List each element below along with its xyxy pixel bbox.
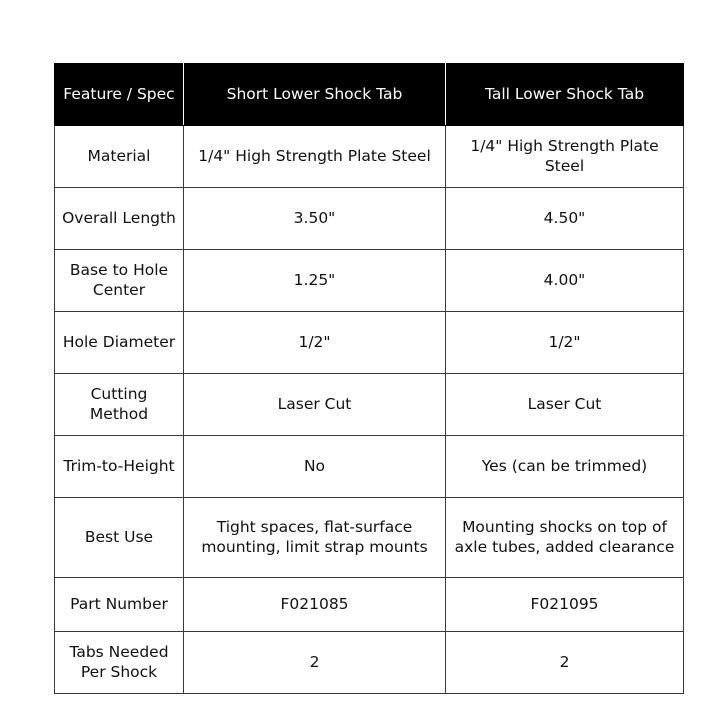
table-row [55, 312, 684, 374]
spec-comparison-table [54, 63, 684, 694]
row-feature-cell: Tabs Needed Per Shock [55, 632, 184, 694]
short-tab-cell: F021085 [184, 578, 446, 632]
short-tab-cell: 1/2" [184, 312, 446, 374]
table-row [55, 498, 684, 578]
table-row [55, 126, 684, 188]
row-feature-cell: Material [55, 126, 184, 188]
spec-comparison-table-wrapper [54, 63, 683, 694]
tall-tab-cell: 4.00" [446, 250, 684, 312]
short-tab-cell: 1.25" [184, 250, 446, 312]
table-row [55, 250, 684, 312]
row-feature-cell: Base to Hole Center [55, 250, 184, 312]
tall-tab-cell: Yes (can be trimmed) [446, 436, 684, 498]
table-body [55, 126, 684, 694]
row-feature-cell: Trim-to-Height [55, 436, 184, 498]
tall-tab-cell: 2 [446, 632, 684, 694]
tall-tab-cell: Mounting shocks on top of axle tubes, added clearance [446, 498, 684, 578]
short-tab-cell: 2 [184, 632, 446, 694]
table-row [55, 436, 684, 498]
row-feature-cell: Overall Length [55, 188, 184, 250]
short-tab-cell: Tight spaces, flat-surface mounting, limit strap mounts [184, 498, 446, 578]
table-row [55, 188, 684, 250]
row-feature-cell: Hole Diameter [55, 312, 184, 374]
header-tall-tab: Tall Lower Shock Tab [446, 64, 684, 126]
row-feature-cell: Part Number [55, 578, 184, 632]
tall-tab-cell: 1/4" High Strength Plate Steel [446, 126, 684, 188]
row-feature-cell: Best Use [55, 498, 184, 578]
row-feature-cell: Cutting Method [55, 374, 184, 436]
tall-tab-cell: Laser Cut [446, 374, 684, 436]
table-row [55, 632, 684, 694]
short-tab-cell: 3.50" [184, 188, 446, 250]
header-short-tab: Short Lower Shock Tab [184, 64, 446, 126]
short-tab-cell: Laser Cut [184, 374, 446, 436]
short-tab-cell: No [184, 436, 446, 498]
header-feature: Feature / Spec [55, 64, 184, 126]
short-tab-cell: 1/4" High Strength Plate Steel [184, 126, 446, 188]
header-row [55, 64, 684, 126]
tall-tab-cell: 4.50" [446, 188, 684, 250]
table-row [55, 374, 684, 436]
tall-tab-cell: F021095 [446, 578, 684, 632]
table-header [55, 64, 684, 126]
table-row [55, 578, 684, 632]
tall-tab-cell: 1/2" [446, 312, 684, 374]
